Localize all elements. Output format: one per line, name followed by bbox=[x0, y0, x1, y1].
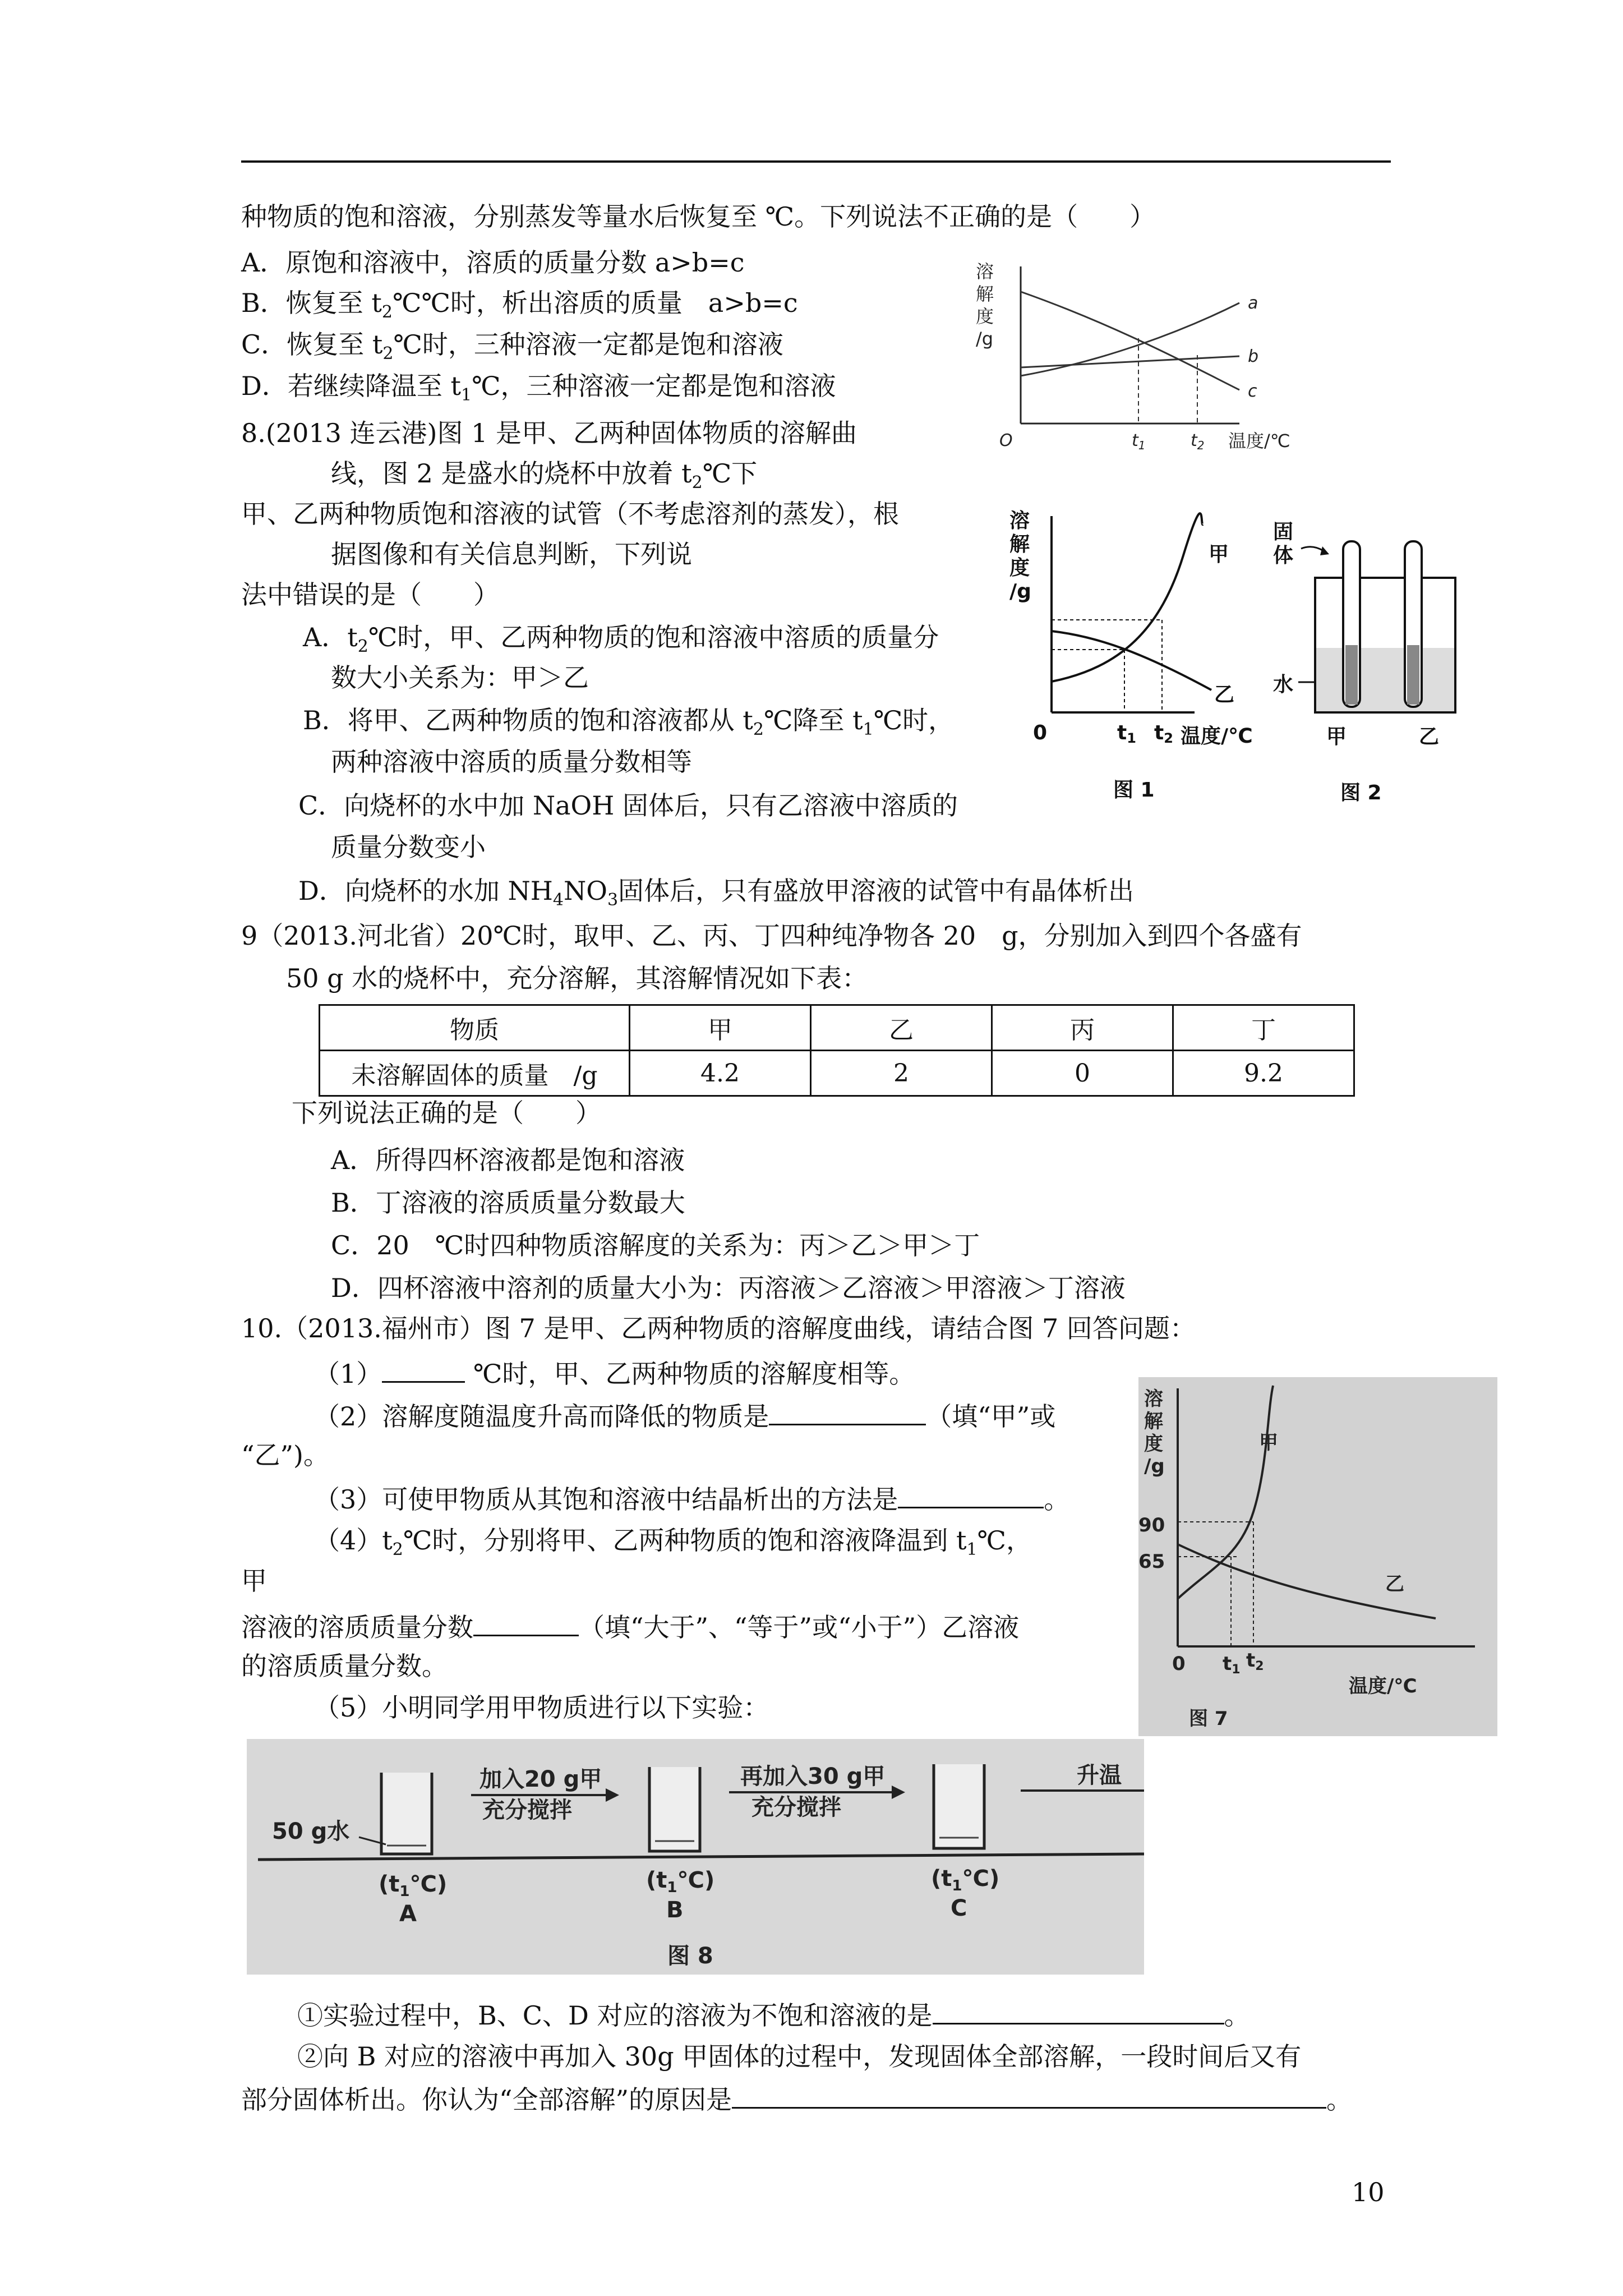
q10-fig7-label-yi: 乙 bbox=[1385, 1573, 1404, 1595]
answer-blank-3[interactable] bbox=[898, 1482, 1044, 1508]
q10-fig7-svg bbox=[1138, 1377, 1497, 1736]
q10-part-4-line-3: 溶液的溶质质量分数 （填“大于”、“等于”或“小于”）乙溶液 bbox=[241, 1610, 1019, 1643]
table-header-cell: 丙 bbox=[992, 1005, 1173, 1051]
q8-fig2-solid-2: 体 bbox=[1273, 544, 1294, 567]
q10-fig7-ylabel-2: 解 bbox=[1144, 1410, 1163, 1433]
q10-fig8-arrowhead-1 bbox=[606, 1788, 619, 1802]
q8-option-b-line-2: 两种溶液中溶质的质量分数相等 bbox=[331, 747, 692, 777]
q10-fig7-caption: 图 7 bbox=[1189, 1708, 1228, 1730]
q10-fig8-beaker-a bbox=[381, 1773, 432, 1854]
q7-fig-ylabel-2: 解 bbox=[976, 283, 994, 305]
q8-fig1-label-yi: 乙 bbox=[1214, 683, 1235, 706]
q10-fig8-label-c: C bbox=[951, 1895, 967, 1921]
q10-part-4-line-4: 的溶质质量分数。 bbox=[241, 1651, 448, 1681]
q8-fig1-ylabel-1: 溶 bbox=[1009, 509, 1030, 532]
q8-line-4: 据图像和有关信息判断，下列说 bbox=[331, 539, 692, 569]
q10-fig8-svg bbox=[247, 1739, 1144, 1975]
q8-line-2: 线，图 2 是盛水的烧杯中放着 $t_2℃$下 bbox=[331, 458, 758, 493]
q10-fig7-ylabel-1: 溶 bbox=[1144, 1388, 1163, 1410]
q8-fig1-curve-yi bbox=[1052, 631, 1211, 690]
q10-fig8-beaker-b bbox=[649, 1767, 700, 1851]
q7-fig-ylabel-1: 溶 bbox=[976, 261, 994, 282]
q8-fig1-origin: 0 bbox=[1033, 721, 1048, 744]
q10-part-4: $(4)t_2℃$时，分别将甲、乙两种物质的饱和溶液降温到 $t_1℃$， bbox=[314, 1525, 1032, 1560]
q10-fig8-step3: 升温 bbox=[1077, 1763, 1122, 1788]
q10-fig8-temp-b: $(t_1℃)$ bbox=[646, 1867, 715, 1896]
q7-fig-label-c: c bbox=[1248, 381, 1257, 401]
q10-fig7-xlabel: 温度/℃ bbox=[1349, 1675, 1417, 1697]
q9-option-c: C．20 ℃时四种物质溶解度的关系为：丙＞乙＞甲＞丁 bbox=[331, 1230, 980, 1260]
table-header-cell: 乙 bbox=[811, 1005, 992, 1051]
q10-figure-7 bbox=[1138, 1377, 1497, 1736]
q8-fig2-arrow bbox=[1301, 547, 1324, 551]
q10-part-3: （3）可使甲物质从其饱和溶液中结晶析出的方法是 。 bbox=[314, 1482, 1069, 1515]
q8-fig2-solid-1: 固 bbox=[1273, 521, 1294, 544]
q8-fig2-label-jia: 甲 bbox=[1326, 725, 1347, 748]
q7-fig-ylabel-4: /g bbox=[976, 328, 994, 349]
answer-blank-6[interactable] bbox=[732, 2082, 1326, 2109]
q10-fig7-ylabel-4: /g bbox=[1144, 1455, 1165, 1478]
q10-fig7-origin: 0 bbox=[1172, 1653, 1186, 1675]
answer-blank-5[interactable] bbox=[933, 1998, 1224, 2024]
q8-fig1-ylabel-2: 解 bbox=[1009, 533, 1030, 556]
q7-fig-xlabel: 温度/℃ bbox=[1228, 430, 1290, 452]
table-header-cell: 丁 bbox=[1173, 1005, 1354, 1051]
q7-option-c: C．恢复至 $t_2℃$时，三种溶液一定都是饱和溶液 bbox=[241, 329, 783, 364]
q7-stem: 种物质的饱和溶液，分别蒸发等量水后恢复至 ℃。下列说法不正确的是（ ） bbox=[241, 201, 1156, 232]
q10-fig8-label-b: B bbox=[666, 1897, 684, 1923]
q8-fig1-t1: t1 bbox=[1117, 721, 1136, 746]
q7-fig-curve-b bbox=[1021, 356, 1239, 367]
table-cell: 9.2 bbox=[1173, 1051, 1354, 1096]
q10-fig7-tick-65: 65 bbox=[1138, 1550, 1165, 1573]
q10-sub-2-line-1: ②向 B 对应的溶液中再加入 30g 甲固体的过程中，发现固体全部溶解，一段时间后又有 bbox=[297, 2041, 1302, 2072]
table-row bbox=[320, 1005, 1354, 1051]
q9-line-1: 9（2013.河北省）20℃时，取甲、乙、丙、丁四种纯净物各 20 g，分别加入到四个各盛有 bbox=[241, 921, 1302, 951]
q10-fig8-label-a: A bbox=[399, 1901, 417, 1927]
q10-part-1: （1） ℃时，甲、乙两种物质的溶解度相等。 bbox=[314, 1356, 915, 1389]
table-cell: 未溶解固体的质量 /g bbox=[320, 1051, 630, 1096]
q10-line-1: 10.（2013.福州市）图 7 是甲、乙两种物质的溶解度曲线，请结合图 7 回答问题： bbox=[241, 1313, 1196, 1343]
q8-fig1-t2: t2 bbox=[1154, 721, 1173, 746]
q8-fig1-curve-jia bbox=[1052, 513, 1203, 682]
q10-fig7-t1: t1 bbox=[1223, 1653, 1241, 1677]
q7-option-b: B．恢复至 $t_2℃℃$时，析出溶质的质量 a>b=c bbox=[241, 288, 798, 323]
q10-part-4-line-2: 甲 bbox=[241, 1566, 267, 1596]
q7-fig-label-a: a bbox=[1248, 293, 1258, 313]
answer-blank-2[interactable] bbox=[769, 1399, 926, 1425]
answer-blank-4[interactable] bbox=[473, 1610, 579, 1636]
q9-table bbox=[319, 1004, 1355, 1097]
q8-fig2-arrow-head bbox=[1320, 546, 1329, 555]
header-rule bbox=[241, 160, 1391, 163]
q8-fig1-ylabel-4: /g bbox=[1009, 580, 1031, 603]
q8-option-a-line-2: 数大小关系为：甲＞乙 bbox=[331, 662, 589, 693]
q10-part-5: （5）小明同学用甲物质进行以下实验： bbox=[314, 1692, 769, 1723]
q8-option-c-line-2: 质量分数变小 bbox=[331, 832, 486, 862]
q10-fig8-temp-c: $(t_1℃)$ bbox=[931, 1866, 1000, 1894]
q10-fig8-caption: 图 8 bbox=[667, 1943, 713, 1969]
q10-part-2-line-2: “乙”)。 bbox=[241, 1440, 329, 1470]
q8-fig2-tube-jia-solution bbox=[1345, 645, 1358, 705]
q8-line-5: 法中错误的是（ ） bbox=[241, 579, 499, 610]
q10-fig7-t2: t2 bbox=[1246, 1649, 1264, 1673]
q8-fig2-caption: 图 2 bbox=[1340, 781, 1382, 804]
q10-fig7-tick-90: 90 bbox=[1138, 1514, 1165, 1536]
q7-fig-t2: $t_2$ bbox=[1191, 431, 1205, 452]
q10-sub-1: ①实验过程中，B、C、D 对应的溶液为不饱和溶液的是 。 bbox=[297, 1998, 1250, 2031]
table-cell: 2 bbox=[811, 1051, 992, 1096]
q10-fig7-label-jia: 甲 bbox=[1259, 1432, 1278, 1454]
q8-figure-2 bbox=[1267, 516, 1481, 808]
table-header-cell: 物质 bbox=[320, 1005, 630, 1051]
q7-fig-t1: $t_1$ bbox=[1132, 431, 1146, 452]
q10-fig7-ylabel-3: 度 bbox=[1144, 1433, 1163, 1455]
table-cell: 4.2 bbox=[630, 1051, 811, 1096]
q8-line-3: 甲、乙两种物质饱和溶液的试管（不考虑溶剂的蒸发），根 bbox=[241, 499, 899, 529]
q8-fig1-caption: 图 1 bbox=[1113, 779, 1155, 802]
q8-figure-1 bbox=[1009, 505, 1301, 808]
q10-figure-8 bbox=[247, 1739, 1144, 1975]
q8-option-d: D．向烧杯的水加 $NH_4NO_3$固体后，只有盛放甲溶液的试管中有晶体析出 bbox=[298, 876, 1135, 910]
answer-blank-1[interactable] bbox=[382, 1356, 465, 1383]
q8-fig2-beaker-water bbox=[1316, 648, 1454, 711]
q10-fig8-step2-line1: 再加入30 g甲 bbox=[740, 1764, 886, 1789]
q8-fig1-label-jia: 甲 bbox=[1209, 543, 1229, 566]
q9-question: 下列说法正确的是（ ） bbox=[292, 1098, 601, 1128]
q8-fig2-label-yi: 乙 bbox=[1419, 725, 1440, 748]
q8-fig1-ylabel-3: 度 bbox=[1009, 556, 1030, 579]
q10-sub-2-line-2: 部分固体析出。你认为“全部溶解”的原因是 。 bbox=[241, 2082, 1352, 2115]
q7-fig-curve-c bbox=[1021, 292, 1239, 390]
q10-fig8-temp-a: $(t_1℃)$ bbox=[379, 1871, 448, 1900]
q8-option-b-line-1: B．将甲、乙两种物质的饱和溶液都从 $t_2℃$降至 $t_1℃$时， bbox=[303, 705, 955, 740]
q10-fig8-step1-line2: 充分搅拌 bbox=[482, 1797, 572, 1823]
q8-option-a-line-1: A．$t_2℃$时，甲、乙两种物质的饱和溶液中溶质的质量分 bbox=[303, 622, 939, 657]
q8-option-c-line-1: C．向烧杯的水中加 NaOH 固体后，只有乙溶液中溶质的 bbox=[298, 790, 958, 821]
q9-line-2: 50 g 水的烧杯中，充分溶解，其溶解情况如下表： bbox=[286, 963, 868, 993]
page-number: 10 bbox=[1352, 2177, 1385, 2207]
q10-fig8-beaker-c bbox=[934, 1764, 984, 1848]
q8-line-1: 8.(2013 连云港)图 1 是甲、乙两种固体物质的溶解曲 bbox=[241, 418, 857, 448]
q7-fig-ylabel-3: 度 bbox=[976, 306, 994, 327]
q10-fig8-water-label: 50 g水 bbox=[272, 1819, 350, 1844]
q8-fig1-xlabel: 温度/℃ bbox=[1181, 725, 1253, 748]
q9-option-d: D．四杯溶液中溶剂的质量大小为：丙溶液＞乙溶液＞甲溶液＞丁溶液 bbox=[331, 1273, 1126, 1303]
q7-solubility-figure bbox=[976, 255, 1335, 457]
q7-option-a: A．原饱和溶液中，溶质的质量分数 a>b=c bbox=[241, 247, 745, 278]
q9-option-a: A．所得四杯溶液都是饱和溶液 bbox=[331, 1145, 685, 1175]
q10-part-2: （2）溶解度随温度升高而降低的物质是 （填“甲”或 bbox=[314, 1399, 1055, 1432]
q10-fig8-step2-line2: 充分搅拌 bbox=[751, 1795, 841, 1820]
q9-option-b: B．丁溶液的溶质质量分数最大 bbox=[331, 1188, 685, 1218]
table-row bbox=[320, 1051, 1354, 1096]
q10-fig7-curve-jia bbox=[1178, 1386, 1273, 1599]
table-header-cell: 甲 bbox=[630, 1005, 811, 1051]
q8-fig2-tube-yi-solution bbox=[1407, 645, 1419, 705]
q10-fig8-step1-line1: 加入20 g甲 bbox=[479, 1766, 602, 1792]
q8-fig2-water-label: 水 bbox=[1273, 673, 1294, 696]
table-cell: 0 bbox=[992, 1051, 1173, 1096]
q7-option-d: D．若继续降温至 $t_1℃$，三种溶液一定都是饱和溶液 bbox=[241, 371, 836, 406]
q7-fig-label-b: b bbox=[1248, 347, 1259, 366]
q10-fig8-arrowhead-2 bbox=[892, 1786, 905, 1799]
q7-fig-origin: O bbox=[999, 431, 1013, 450]
